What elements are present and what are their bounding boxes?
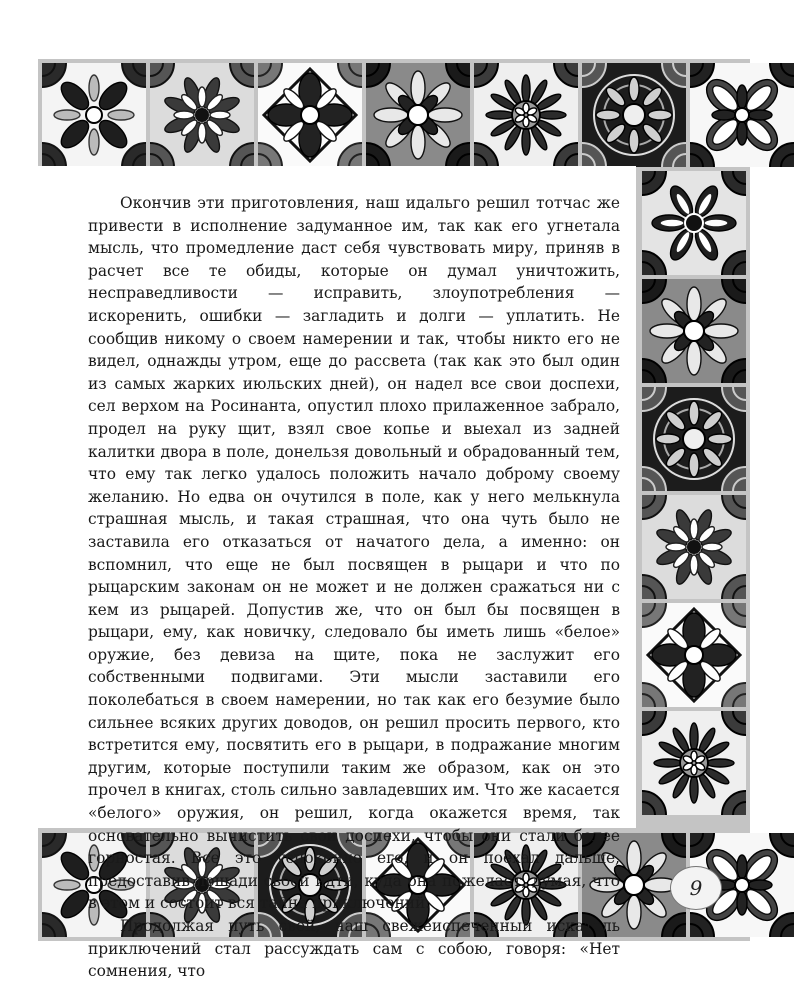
ornamental-tile bbox=[366, 63, 470, 167]
ornamental-tile bbox=[642, 171, 746, 275]
page-number: 9 bbox=[689, 876, 703, 900]
ornamental-tile bbox=[690, 63, 794, 167]
tile-pattern bbox=[150, 63, 254, 167]
ornamental-tile bbox=[150, 63, 254, 167]
tile-pattern bbox=[366, 63, 470, 167]
tile-pattern bbox=[42, 63, 146, 167]
tile-pattern bbox=[474, 63, 578, 167]
tile-pattern bbox=[642, 171, 746, 275]
paragraph: Продолжая путь свой, наш свежеиспеченный искатель приключений стал рассуждать сам с собою, говоря: «Нет сомнения, что bbox=[88, 917, 620, 981]
ornamental-tile bbox=[642, 711, 746, 815]
ornamental-tile bbox=[642, 495, 746, 599]
tile-pattern bbox=[690, 63, 794, 167]
tile-pattern bbox=[582, 63, 686, 167]
ornamental-tile bbox=[474, 63, 578, 167]
tile-pattern bbox=[642, 495, 746, 599]
tile-pattern bbox=[642, 387, 746, 491]
ornamental-tile bbox=[42, 63, 146, 167]
tile-pattern bbox=[258, 63, 362, 167]
paragraph: Окончив эти приготовления, наш идальго решил тотчас же привести в исполнение задуманное им, так как его угнетала мысль, что промедление даст себя чувствовать миру, приняв в расчет все те обиды, которые он думал уничтожить, несправедливости — исправить, злоупотребления — искоренить, ошибки — загладить и долги — уплатить. Не сообщив никому о своем намерении и так, чтобы никто его не видел, однажды утром, еще до рассвета (так как это был один из самых жарких июльских дней), он надел все свои доспехи, сел верхом на Росинанта, опустил плохо прилаженное забрало, продел на руку щит, взял свое копье и выехал из задней калитки двора в поле, донельзя довольный и обрадованный тем, что ему так легко удалось положить начало доброму своему желанию. Но едва он очутился в поле, как у него мелькнула страшная мысль, и такая страшная, что она чуть было не заставила его отказаться от начатого дела, а именно: он вспомнил, что еще не был посвящен в рыцари и что по рыцарским законам он не может и не должен сражаться ни с кем из рыцарей. Допустив же, что он был бы посвящен в рыцари, ему, как новичку, следовало бы иметь лишь «белое» оружие, без девиза на щите, пока не заслужит его собственными подвигами. Эти мысли заставили его поколебаться в своем намерении, но так как его безумие было сильнее всяких других доводов, он решил просить первого, кто встретится ему, посвятить его в рыцари, в подражание многим другим, которые поступили таким же образом, как он это прочел в книгах, столь сильно завладевших им. Что же касается «белого» оружия, он решил, когда окажется время, так основательно вычистить свои доспехи, чтобы они стали белее горностая. Все это успокоило его, и он поехал дальше, предоставив лошади своей идти, куда она пожелает, думая, что в этом и состоит вся тайна приключений. bbox=[88, 194, 620, 913]
ornamental-tile bbox=[642, 279, 746, 383]
body-text bbox=[88, 192, 620, 983]
ornamental-tile bbox=[258, 63, 362, 167]
page-number-badge bbox=[670, 866, 722, 910]
ornamental-tile bbox=[582, 63, 686, 167]
tile-pattern bbox=[642, 603, 746, 707]
tile-pattern bbox=[642, 711, 746, 815]
tile-pattern bbox=[642, 279, 746, 383]
ornamental-tile bbox=[642, 387, 746, 491]
ornamental-tile bbox=[642, 603, 746, 707]
